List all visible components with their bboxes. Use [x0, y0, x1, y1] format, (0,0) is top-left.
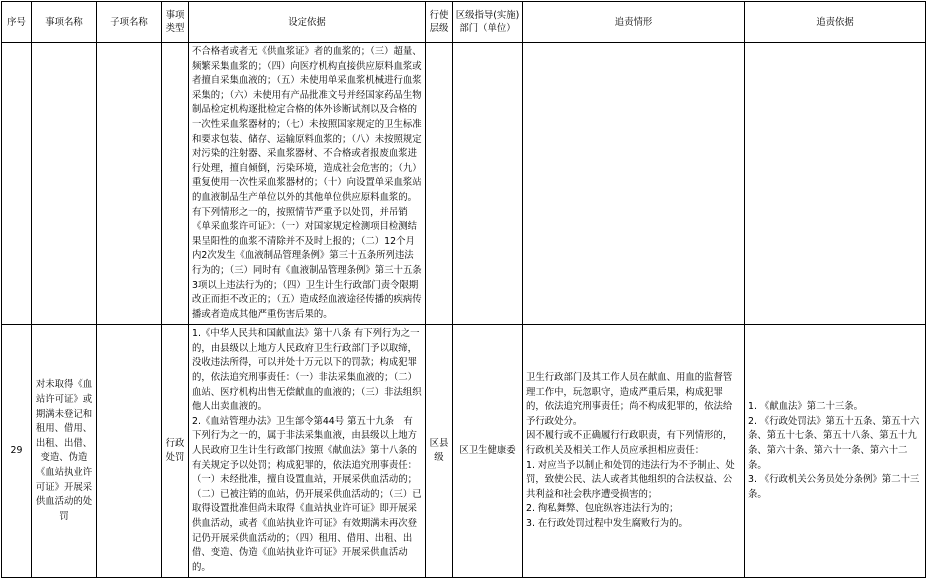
header-sub-item-name: 子项名称 [97, 2, 162, 43]
cell-item-type: 行政处罚 [162, 325, 189, 578]
table-row [2, 325, 926, 578]
account-basis-paragraph: 3. 《行政机关公务员处分条例》第二十三条。 [748, 474, 920, 500]
header-item-name: 事项名称 [32, 2, 97, 43]
account-basis-paragraph: 1. 《献血法》第二十三条。 [748, 401, 864, 413]
basis-paragraph: 1.《中华人民共和国献血法》第十八条 有下列行为之一的，由县级以上地方人民政府卫生行政部门予以取缔，没收违法所得，可以并处十万元以下的罚款；构成犯罪的，依法追究刑事责任：（一）非法采集血液的；（二）血站、医疗机构出售无偿献血的血液的；（三）非法组织他人出卖血液的。 [192, 328, 422, 413]
cell-seq [2, 43, 32, 325]
cell-accountability [523, 325, 745, 578]
header-seq: 序号 [2, 2, 32, 43]
header-account-basis: 追责依据 [745, 2, 926, 43]
cell-sub-item-name [97, 43, 162, 325]
cell-basis [189, 325, 426, 578]
cell-accountability [523, 43, 745, 325]
cell-basis: 不合格者或者无《供血浆证》者的血浆的；（三）超量、频繁采集血浆的；（四）向医疗机构直接供应原料血浆或者擅自采集血液的；（五）未使用单采血浆机械进行血浆采集的；（六）未使用有产品批准文号并经国家药品生物制品检定机构逐批检定合格的体外诊断试剂以及合格的一次性采血浆器材的；（七）未按照国家规定的卫生标准和要求包装、储存、运输原料血浆的；（八）未按照规定对污染的注射器、采血浆器材、不合格或者报废血浆进行处理，擅自倾倒，污染环境，造成社会危害的；（九）重复使用一次性采血浆器材的；（十）向设置单采血浆站的血液制品生产单位以外的其他单位供应原料血浆的。有下列情形之一的，按照情节严重予以处罚，并吊销《单采血浆许可证》：（一）对国家规定检测项目检测结果呈阳性的血浆不清除并不及时上报的；（二）12个月内2次发生《血液制品管理条例》第三十五条所列违法行为的；（三）同时有《血液制品管理条例》第三十五条3项以上违法行为的；（四）卫生计生行政部门责令限期改正而拒不改正的；（五）造成经血液途径传播的疾病传播或者造成其他严重伤害后果的。 [189, 43, 426, 325]
cell-level: 区县级 [426, 325, 453, 578]
accountability-paragraph: 1. 对应当予以制止和处罚的违法行为不予制止、处罚，致使公民、法人或者其他组织的合法权益、公共利益和社会秩序遭受损害的； [526, 459, 735, 500]
header-dept: 区级指导(实施)部门（单位） [453, 2, 523, 43]
cell-item-type [162, 43, 189, 325]
cell-account-basis [745, 43, 926, 325]
table-row [2, 43, 926, 325]
header-item-type: 事项类型 [162, 2, 189, 43]
header-accountability: 追责情形 [523, 2, 745, 43]
account-basis-paragraph: 2. 《行政处罚法》第五十五条、第五十六条、第五十七条、第五十八条、第五十九条、第六十条、第六十一条、第六十二条。 [748, 415, 920, 471]
basis-paragraph: 2.《血站管理办法》卫生部令第44号 第五十九条 有下列行为之一的，属于非法采集血液，由县级以上地方人民政府卫生计生行政部门按照《献血法》第十八条的有关规定予以处罚；构成犯罪的，依法追究刑事责任：（一）未经批准，擅自设置血站，开展采供血活动的；（二）已被注销的血站，仍开展采供血活动的；（三）已取得设置批准但尚未取得《血站执业许可证》即开展采供血活动，或者《血站执业许可证》有效期满未再次登记仍开展采供血活动的；（四）租用、借用、出租、出借、变造、伪造《血站执业许可证》开展采供血活动的。 [192, 415, 422, 573]
cell-sub-item-name [97, 325, 162, 578]
header-basis: 设定依据 [189, 2, 426, 43]
cell-item-name [32, 43, 97, 325]
cell-level [426, 43, 453, 325]
cell-account-basis [745, 325, 926, 578]
cell-seq: 29 [2, 325, 32, 578]
cell-dept: 区卫生健康委 [453, 325, 523, 578]
accountability-paragraph: 2. 徇私舞弊、包庇纵容违法行为的； [526, 503, 679, 515]
accountability-paragraph: 3. 在行政处罚过程中发生腐败行为的。 [526, 518, 688, 529]
header-row [2, 2, 926, 43]
header-level: 行使层级 [426, 2, 453, 43]
cell-item-name: 对未取得《血站许可证》或期满未登记和租用、借用、出租、出借、变造、伪造《血站执业许可证》开展采供血活动的处罚 [32, 325, 97, 578]
accountability-paragraph: 因不履行或不正确履行行政职责，有下列情形的，行政机关及相关工作人员应承担相应责任： [526, 430, 733, 457]
cell-dept [453, 43, 523, 325]
accountability-paragraph: 卫生行政部门及其工作人员在献血、用血的监督管理工作中，玩忽职守，造成严重后果，构成犯罪的，依法追究刑事责任；尚不构成犯罪的，依法给予行政处分。 [526, 372, 733, 427]
accountability-table [1, 1, 926, 578]
